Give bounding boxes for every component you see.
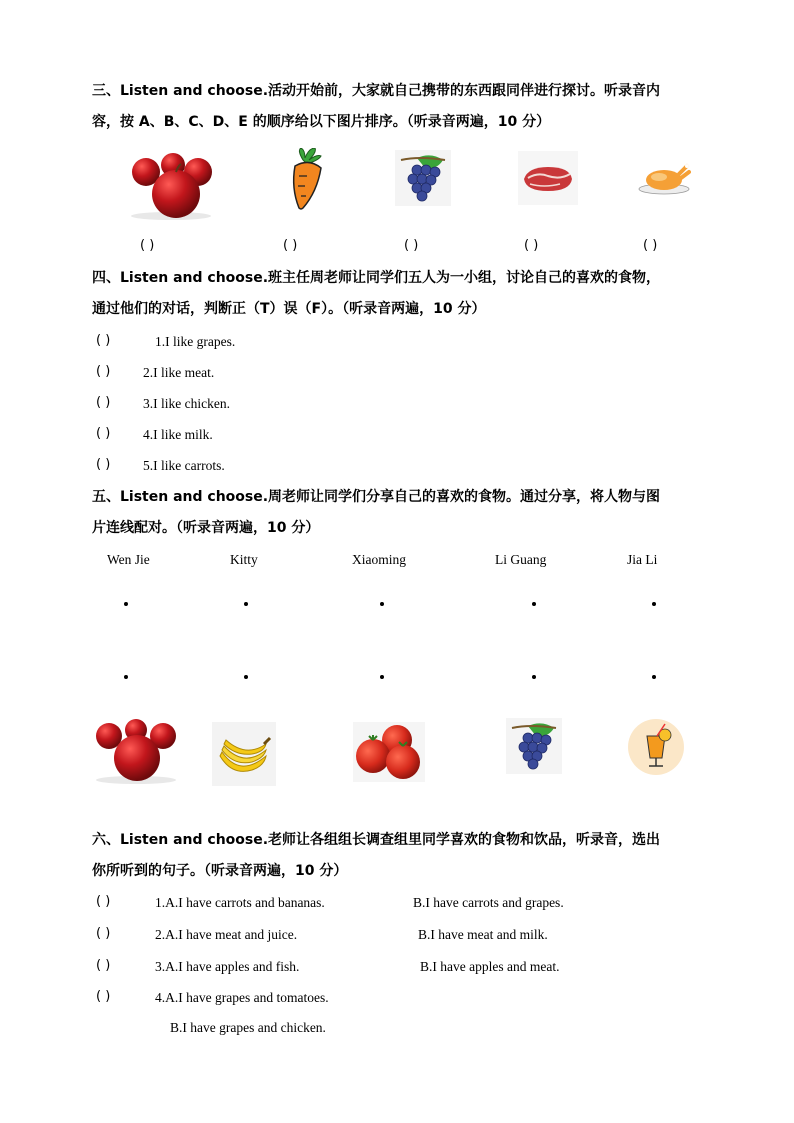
choice-3-option-b: B.I have apples and meat. bbox=[420, 959, 560, 974]
answer-parenthesis-2[interactable]: ( ) bbox=[283, 238, 298, 253]
section-3-title-line1: 三、Listen and choose.活动开始前，大家就自己携带的东西跟同伴进行探讨。听录音内 bbox=[92, 83, 661, 99]
choice-parenthesis-3[interactable]: ( ) bbox=[96, 958, 111, 973]
apple-image-2 bbox=[93, 716, 179, 784]
person-name-1: Wen Jie bbox=[107, 552, 150, 567]
choice-2-option-b: B.I have meat and milk. bbox=[418, 927, 548, 942]
section-4-title-line2: 通过他们的对话，判断正（T）误（F）。（听录音两遍，10 分） bbox=[92, 301, 486, 317]
answer-parenthesis-1[interactable]: ( ) bbox=[140, 238, 155, 253]
person-name-4: Li Guang bbox=[495, 552, 547, 567]
choice-1-option-b: B.I have carrots and grapes. bbox=[413, 895, 564, 910]
choice-1-option-a: 1.A.I have carrots and bananas. bbox=[155, 895, 325, 910]
grapes-image bbox=[395, 150, 451, 206]
tf-parenthesis-2[interactable]: ( ) bbox=[96, 364, 111, 379]
section-3-title-line2: 容，按 A、B、C、D、E 的顺序给以下图片排序。（听录音两遍，10 分） bbox=[92, 114, 551, 130]
match-dot-top-5[interactable] bbox=[652, 602, 656, 606]
choice-4-option-a: 4.A.I have grapes and tomatoes. bbox=[155, 990, 329, 1005]
tf-item-3: 3.I like chicken. bbox=[143, 396, 230, 411]
tf-parenthesis-1[interactable]: ( ) bbox=[96, 333, 111, 348]
section-5-title-line1: 五、Listen and choose.周老师让同学们分享自己的喜欢的食物。通过分享，将人物与图 bbox=[92, 489, 661, 505]
carrot-image bbox=[283, 148, 327, 210]
section-6-title-line1: 六、Listen and choose.老师让各组组长调查组里同学喜欢的食物和饮品，听录音，选出 bbox=[92, 832, 661, 848]
tf-item-5: 5.I like carrots. bbox=[143, 458, 225, 473]
banana-image bbox=[212, 722, 276, 786]
tf-parenthesis-4[interactable]: ( ) bbox=[96, 426, 111, 441]
match-dot-bottom-1[interactable] bbox=[124, 675, 128, 679]
match-dot-bottom-5[interactable] bbox=[652, 675, 656, 679]
choice-3-option-a: 3.A.I have apples and fish. bbox=[155, 959, 300, 974]
match-dot-top-4[interactable] bbox=[532, 602, 536, 606]
answer-parenthesis-4[interactable]: ( ) bbox=[524, 238, 539, 253]
section-4-title-line1: 四、Listen and choose.班主任周老师让同学们五人为一小组，讨论自己的喜欢的食物， bbox=[92, 270, 661, 286]
answer-parenthesis-3[interactable]: ( ) bbox=[404, 238, 419, 253]
tf-item-4: 4.I like milk. bbox=[143, 427, 213, 442]
tf-item-1: 1.I like grapes. bbox=[155, 334, 236, 349]
match-dot-bottom-4[interactable] bbox=[532, 675, 536, 679]
section-5-title-line2: 片连线配对。（听录音两遍，10 分） bbox=[92, 520, 320, 536]
tf-item-2: 2.I like meat. bbox=[143, 365, 215, 380]
person-name-2: Kitty bbox=[230, 552, 258, 567]
choice-parenthesis-4[interactable]: ( ) bbox=[96, 989, 111, 1004]
choice-2-option-a: 2.A.I have meat and juice. bbox=[155, 927, 298, 942]
match-dot-bottom-3[interactable] bbox=[380, 675, 384, 679]
person-name-3: Xiaoming bbox=[352, 552, 406, 567]
tomato-image bbox=[353, 722, 425, 782]
tf-parenthesis-5[interactable]: ( ) bbox=[96, 457, 111, 472]
match-dot-top-1[interactable] bbox=[124, 602, 128, 606]
choice-parenthesis-2[interactable]: ( ) bbox=[96, 926, 111, 941]
match-dot-bottom-2[interactable] bbox=[244, 675, 248, 679]
juice-image bbox=[627, 718, 685, 776]
grapes-image-2 bbox=[506, 718, 562, 774]
match-dot-top-3[interactable] bbox=[380, 602, 384, 606]
meat-image bbox=[518, 151, 578, 205]
person-name-5: Jia Li bbox=[627, 552, 658, 567]
section-6-title-line2: 你所听到的句子。（听录音两遍，10 分） bbox=[92, 863, 348, 879]
chicken-image bbox=[637, 160, 691, 196]
apple-image bbox=[128, 150, 214, 220]
answer-parenthesis-5[interactable]: ( ) bbox=[643, 238, 658, 253]
choice-parenthesis-1[interactable]: ( ) bbox=[96, 894, 111, 909]
tf-parenthesis-3[interactable]: ( ) bbox=[96, 395, 111, 410]
match-dot-top-2[interactable] bbox=[244, 602, 248, 606]
choice-4-option-b: B.I have grapes and chicken. bbox=[170, 1020, 326, 1035]
